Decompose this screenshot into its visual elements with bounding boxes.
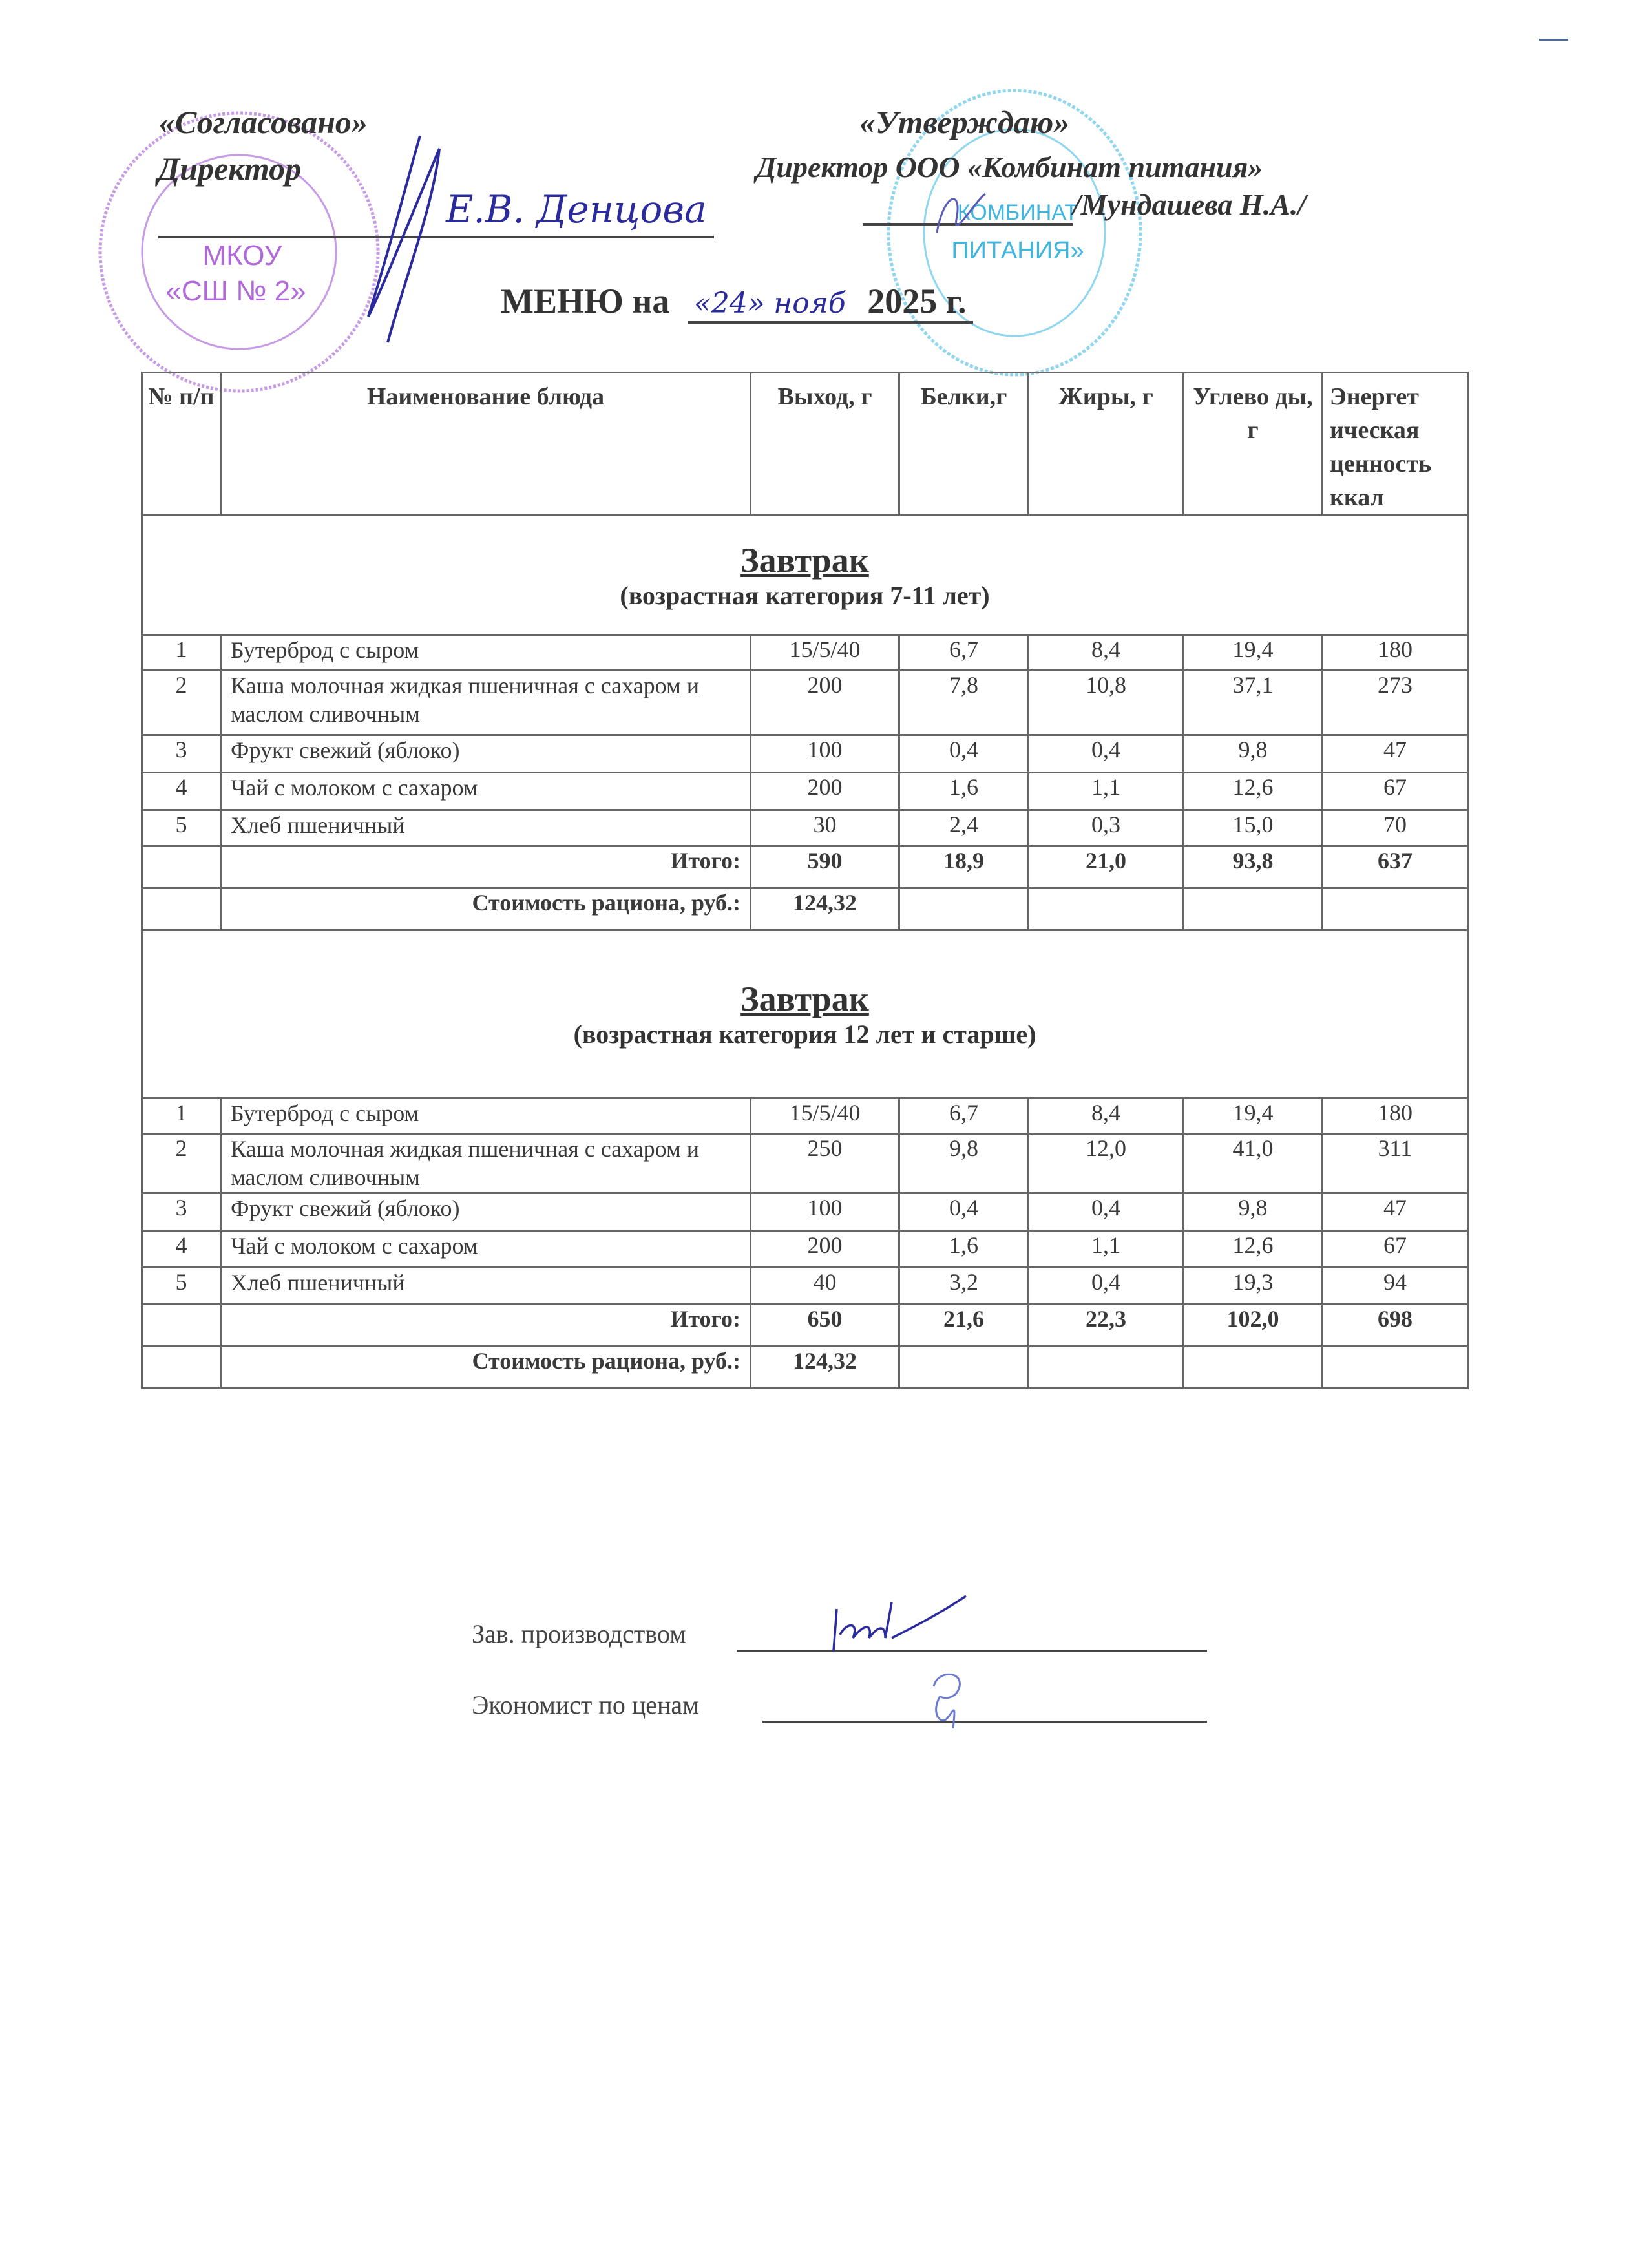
cost-label: Стоимость рациона, руб.: — [221, 888, 751, 930]
cost-empty-cell — [1323, 1347, 1468, 1389]
cost-value: 124,32 — [751, 888, 899, 930]
signature-production — [821, 1590, 989, 1654]
row-output: 250 — [751, 1134, 899, 1193]
stamp-text-3: КОМБИНАТ — [957, 200, 1078, 225]
economist-label: Экономист по ценам — [472, 1690, 699, 1719]
stamp-text-4: ПИТАНИЯ» — [951, 237, 1084, 264]
cost-empty-cell — [1029, 1347, 1184, 1389]
approval-right-heading: «Утверждаю» — [859, 104, 1070, 140]
row-protein: 6,7 — [899, 1098, 1029, 1134]
row-dish-name: Чай с молоком с сахаром — [221, 1231, 751, 1268]
table-row — [142, 810, 1468, 846]
row-fat: 12,0 — [1029, 1134, 1184, 1193]
header-protein: Белки,г — [899, 373, 1029, 516]
total-label: Итого: — [221, 1305, 751, 1347]
row-dish-name: Каша молочная жидкая пшеничная с сахаром и маслом сливочным — [221, 1134, 751, 1193]
row-energy: 311 — [1323, 1134, 1468, 1193]
row-output: 200 — [751, 671, 899, 735]
row-fat: 8,4 — [1029, 1098, 1184, 1134]
table-row — [142, 1268, 1468, 1305]
row-carbs: 9,8 — [1184, 735, 1323, 773]
section-subtitle: (возрастная категория 7-11 лет) — [620, 580, 990, 610]
table-row — [142, 635, 1468, 671]
cost-empty-cell — [1184, 1347, 1323, 1389]
cost-row — [142, 1347, 1468, 1389]
row-number: 1 — [142, 635, 221, 671]
cost-empty-cell — [899, 888, 1029, 930]
row-number: 5 — [142, 1268, 221, 1305]
cost-empty-cell — [142, 888, 221, 930]
cost-empty-cell — [1323, 888, 1468, 930]
table-row — [142, 671, 1468, 735]
total-energy: 637 — [1323, 846, 1468, 888]
row-carbs: 9,8 — [1184, 1193, 1323, 1231]
row-output: 100 — [751, 735, 899, 773]
row-carbs: 12,6 — [1184, 1231, 1323, 1268]
row-carbs: 19,4 — [1184, 1098, 1323, 1134]
row-dish-name: Фрукт свежий (яблоко) — [221, 735, 751, 773]
cost-empty-cell — [142, 1347, 221, 1389]
row-energy: 47 — [1323, 735, 1468, 773]
section-header-cell — [142, 930, 1468, 1098]
row-energy: 70 — [1323, 810, 1468, 846]
title-prefix: МЕНЮ на — [501, 282, 670, 320]
row-protein: 0,4 — [899, 1193, 1029, 1231]
menu-table — [141, 372, 1469, 1389]
row-output: 200 — [751, 1231, 899, 1268]
row-number: 3 — [142, 735, 221, 773]
total-protein: 18,9 — [899, 846, 1029, 888]
header-output: Выход, г — [751, 373, 899, 516]
row-number: 2 — [142, 1134, 221, 1193]
row-dish-name: Бутерброд с сыром — [221, 1098, 751, 1134]
approval-right-role: Директор ООО «Комбинат питания» — [756, 151, 1263, 184]
total-output: 650 — [751, 1305, 899, 1347]
cost-label: Стоимость рациона, руб.: — [221, 1347, 751, 1389]
row-carbs: 19,3 — [1184, 1268, 1323, 1305]
table-row — [142, 1098, 1468, 1134]
row-energy: 94 — [1323, 1268, 1468, 1305]
row-fat: 10,8 — [1029, 671, 1184, 735]
section-title: Завтрак — [740, 540, 869, 580]
total-output: 590 — [751, 846, 899, 888]
section-header — [142, 516, 1468, 635]
row-fat: 0,4 — [1029, 1193, 1184, 1231]
table-row — [142, 1134, 1468, 1193]
row-dish-name: Хлеб пшеничный — [221, 810, 751, 846]
row-number: 1 — [142, 1098, 221, 1134]
row-protein: 0,4 — [899, 735, 1029, 773]
row-carbs: 15,0 — [1184, 810, 1323, 846]
total-label: Итого: — [221, 846, 751, 888]
row-output: 15/5/40 — [751, 1098, 899, 1134]
row-dish-name: Каша молочная жидкая пшеничная с сахаром и маслом сливочным — [221, 671, 751, 735]
header-carbs: Углево ды, г — [1184, 373, 1323, 516]
section-subtitle: (возрастная категория 12 лет и старше) — [573, 1020, 1036, 1049]
cost-row — [142, 888, 1468, 930]
production-manager-label: Зав. производством — [472, 1619, 686, 1648]
row-fat: 0,3 — [1029, 810, 1184, 846]
row-protein: 3,2 — [899, 1268, 1029, 1305]
cost-empty-cell — [899, 1347, 1029, 1389]
stamp-text-1: МКОУ — [202, 240, 282, 271]
row-energy: 180 — [1323, 1098, 1468, 1134]
header-energy: Энергет ическая ценность ккал — [1323, 373, 1468, 516]
total-energy: 698 — [1323, 1305, 1468, 1347]
scan-mark — [1539, 39, 1568, 41]
row-output: 40 — [751, 1268, 899, 1305]
economist-signature-line — [762, 1721, 1207, 1723]
row-carbs: 12,6 — [1184, 773, 1323, 810]
row-fat: 1,1 — [1029, 1231, 1184, 1268]
table-row — [142, 1193, 1468, 1231]
row-protein: 9,8 — [899, 1134, 1029, 1193]
row-dish-name: Фрукт свежий (яблоко) — [221, 1193, 751, 1231]
total-empty-cell — [142, 1305, 221, 1347]
title-month: нояб — [773, 287, 846, 320]
total-protein: 21,6 — [899, 1305, 1029, 1347]
total-carbs: 102,0 — [1184, 1305, 1323, 1347]
table-row — [142, 735, 1468, 773]
row-dish-name: Хлеб пшеничный — [221, 1268, 751, 1305]
row-protein: 2,4 — [899, 810, 1029, 846]
approval-right-name: /Мундашева Н.А./ — [1073, 188, 1307, 221]
row-output: 200 — [751, 773, 899, 810]
page-title — [501, 281, 973, 324]
row-number: 4 — [142, 773, 221, 810]
total-row — [142, 846, 1468, 888]
header-fat: Жиры, г — [1029, 373, 1184, 516]
section-header — [142, 930, 1468, 1098]
cost-value: 124,32 — [751, 1347, 899, 1389]
table-row — [142, 1231, 1468, 1268]
stamp-text-2: «СШ № 2» — [165, 275, 306, 307]
row-fat: 0,4 — [1029, 735, 1184, 773]
row-number: 2 — [142, 671, 221, 735]
total-fat: 21,0 — [1029, 846, 1184, 888]
row-dish-name: Бутерброд с сыром — [221, 635, 751, 671]
approval-left-signature-name: Е.В. Денцова — [446, 187, 707, 231]
row-carbs: 41,0 — [1184, 1134, 1323, 1193]
section-header-cell — [142, 516, 1468, 635]
row-fat: 1,1 — [1029, 773, 1184, 810]
header-number: № п/п — [142, 373, 221, 516]
row-dish-name: Чай с молоком с сахаром — [221, 773, 751, 810]
total-empty-cell — [142, 846, 221, 888]
signature-economist — [924, 1667, 976, 1732]
row-output: 100 — [751, 1193, 899, 1231]
row-energy: 47 — [1323, 1193, 1468, 1231]
approval-left-heading: «Согласовано» — [159, 104, 368, 140]
row-protein: 7,8 — [899, 671, 1029, 735]
approval-left-role: Директор — [158, 151, 302, 187]
section-title: Завтрак — [740, 980, 869, 1018]
row-number: 4 — [142, 1231, 221, 1268]
signature-right — [924, 181, 995, 252]
row-protein: 1,6 — [899, 1231, 1029, 1268]
row-number: 3 — [142, 1193, 221, 1231]
row-energy: 67 — [1323, 773, 1468, 810]
cost-empty-cell — [1029, 888, 1184, 930]
row-energy: 180 — [1323, 635, 1468, 671]
title-day: «24» — [693, 287, 765, 320]
row-fat: 8,4 — [1029, 635, 1184, 671]
row-carbs: 37,1 — [1184, 671, 1323, 735]
total-fat: 22,3 — [1029, 1305, 1184, 1347]
row-energy: 67 — [1323, 1231, 1468, 1268]
row-output: 15/5/40 — [751, 635, 899, 671]
title-year: 2025 г. — [867, 282, 967, 320]
row-protein: 6,7 — [899, 635, 1029, 671]
row-energy: 273 — [1323, 671, 1468, 735]
row-fat: 0,4 — [1029, 1268, 1184, 1305]
total-row — [142, 1305, 1468, 1347]
table-row — [142, 773, 1468, 810]
cost-empty-cell — [1184, 888, 1323, 930]
row-protein: 1,6 — [899, 773, 1029, 810]
header-dish-name: Наименование блюда — [221, 373, 751, 516]
signature-left — [342, 129, 459, 349]
row-carbs: 19,4 — [1184, 635, 1323, 671]
row-output: 30 — [751, 810, 899, 846]
total-carbs: 93,8 — [1184, 846, 1323, 888]
row-number: 5 — [142, 810, 221, 846]
table-header-row — [142, 373, 1468, 516]
